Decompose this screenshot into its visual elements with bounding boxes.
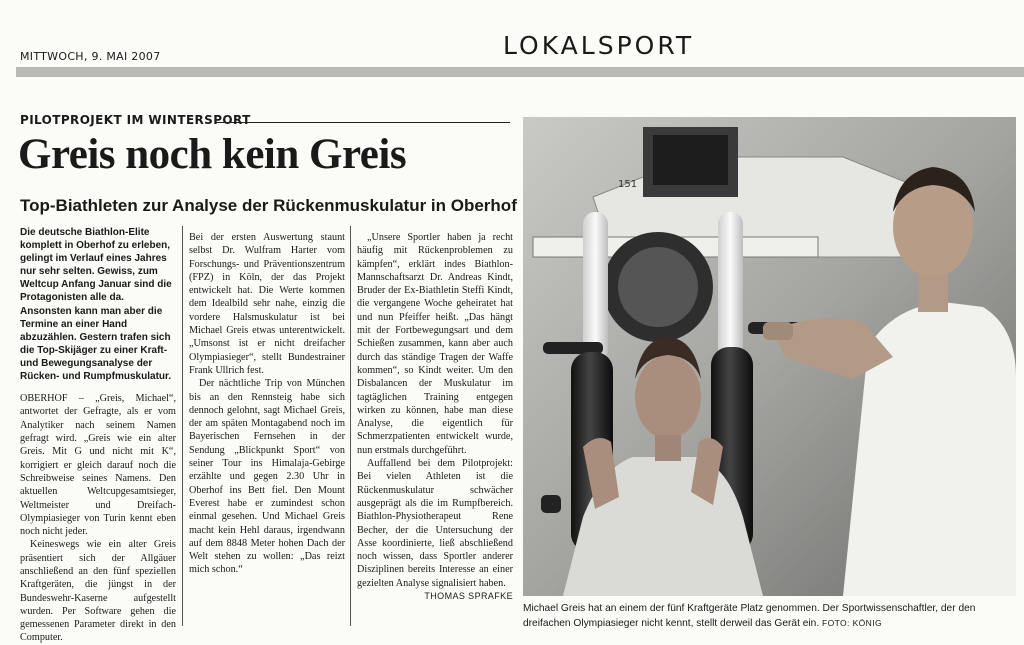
header-rule xyxy=(16,67,1024,77)
column-divider xyxy=(182,226,183,626)
column-divider xyxy=(350,226,351,626)
photo-credit: FOTO: KÖNIG xyxy=(822,618,882,628)
photo-caption xyxy=(523,602,1016,631)
section-title: LOKALSPORT xyxy=(503,31,695,60)
kicker-rule xyxy=(215,122,510,123)
article-kicker: PILOTPROJEKT IM WINTERSPORT xyxy=(20,113,251,127)
article-headline: Greis noch kein Greis xyxy=(18,131,407,178)
paragraph: Auffallend bei dem Pilotprojekt: Bei vielen Athleten ist die Rückenmuskulatur schwächer ausgeprägt als die im Rumpfbereich. Biathlon-Physiotherapeut Rene Becher, der die Untersuchung der Asse koordinierte, ließ abschließend noch wissen, dass Sportler anderer Disziplinen bereits Interesse an einer gezielten Analyse signalisiert haben. xyxy=(357,458,513,589)
author-byline: THOMAS SPRAFKE xyxy=(424,591,513,602)
issue-date: MITTWOCH, 9. MAI 2007 xyxy=(20,50,161,63)
article-subhead: Top-Biathleten zur Analyse der Rückenmuskulatur in Oberhof xyxy=(20,196,517,215)
text-column-1 xyxy=(20,226,176,645)
paragraph: Der nächtliche Trip von München bis an den Rennsteig habe sich dennoch gelohnt, sagt Michael Greis, der am späten Montagabend noch im Bayerischen Fernsehen in der Sendung „Blickpunkt Sport“ von seiner Tour ins Himalaja-Gebirge erzählte und gegen 2.30 Uhr in Oberhof ins Bett fiel. Den Mount Everest habe er zumindest schon einmal gesehen. Und Michael Greis macht kein Hehl daraus, irgendwann auf dem 8848 Meter hohen Dach der Welt stehen zu wollen: „Das reizt mich schon.“ xyxy=(189,378,345,576)
machine-number: 151 xyxy=(618,179,638,190)
article-photo xyxy=(523,117,1016,596)
caption-text: Michael Greis hat an einem der fünf Kraftgeräte Platz genommen. Der Sportwissenschaftler, der den dreifachen Olympiasieger nicht kennt, stellt derweil das Gerät ein. xyxy=(523,603,976,629)
paragraph: „Unsere Sportler haben ja recht häufig mit Rückenproblemen zu kämpfen“, erklärt indes Biathlon-Mannschaftsarzt Dr. Andreas Kindt, Bruder der Ex-Biathletin Steffi Kindt, die vergangene Woche geheiratet hat und nun Pfeiffer heißt. „Das hängt mit der Fortbewegungsart und dem Schießen zusammen, kann aber auch durch das ständige Tragen der Waffe kommen“, so Kindt weiter. Um den Disbalancen der Muskulatur im tagtäglichen Training entgegen wirken zu können, habe man diese Analyse, die eigentlich für Schmerzpatienten entwickelt wurde, nun erstmals durchgeführt. xyxy=(357,232,513,456)
article-lead: Die deutsche Biathlon-Elite komplett in Oberhof zu erleben, gelingt im Verlauf eines Jahres nur sehr selten. Gewiss, zum Weltcup Anfang Januar sind die Protagonisten alle da. Ansonsten kann man aber die Termine an einer Hand abzuzählen. Gestern trafen sich die Top-Skijäger zu einer Kraft- und Bewegungsanalyse der Rücken- und Rumpfmuskulatur. xyxy=(20,227,172,383)
paragraph: Bei der ersten Auswertung staunt selbst Dr. Wulfram Harter vom Forschungs- und Präventionszentrum (FPZ) in Köln, der das Projekt entwickelt hat. Die Werte kommen dem Idealbild sehr nahe, einzig die vordere Halsmuskulatur ist bei Michael Greis etwas unterentwickelt. „Umsonst ist er nicht dreifacher Olympiasieger“, stellt Bundestrainer Frank Ullrich fest. xyxy=(189,232,345,376)
paragraph: OBERHOF – „Greis, Michael“, antwortet der Gefragte, als er vom Analytiker nach seinem Namen gefragt wird. „Greis wie ein alter Greis. Mit G und nicht mit K“, korrigiert er gleich darauf noch die Schreibweise seines Namens. Den aktuellen Weltcupgesamtsieger, Weltmeister und Dreifach-Olympiasieger von Turin kennt eben noch nicht jeder. xyxy=(20,393,176,538)
paragraph: Keineswegs wie ein alter Greis präsentiert sich der Allgäuer anschließend an den fünf speziellen Kraftgeräten, die jüngst in der Bundeswehr-Kaserne aufgestellt wurden. Per Software gehen die gemessenen Parameter direkt in den Computer. xyxy=(20,539,176,644)
text-column-2 xyxy=(189,231,345,577)
text-column-3 xyxy=(357,231,513,603)
training-machine-illustration xyxy=(523,117,1016,596)
